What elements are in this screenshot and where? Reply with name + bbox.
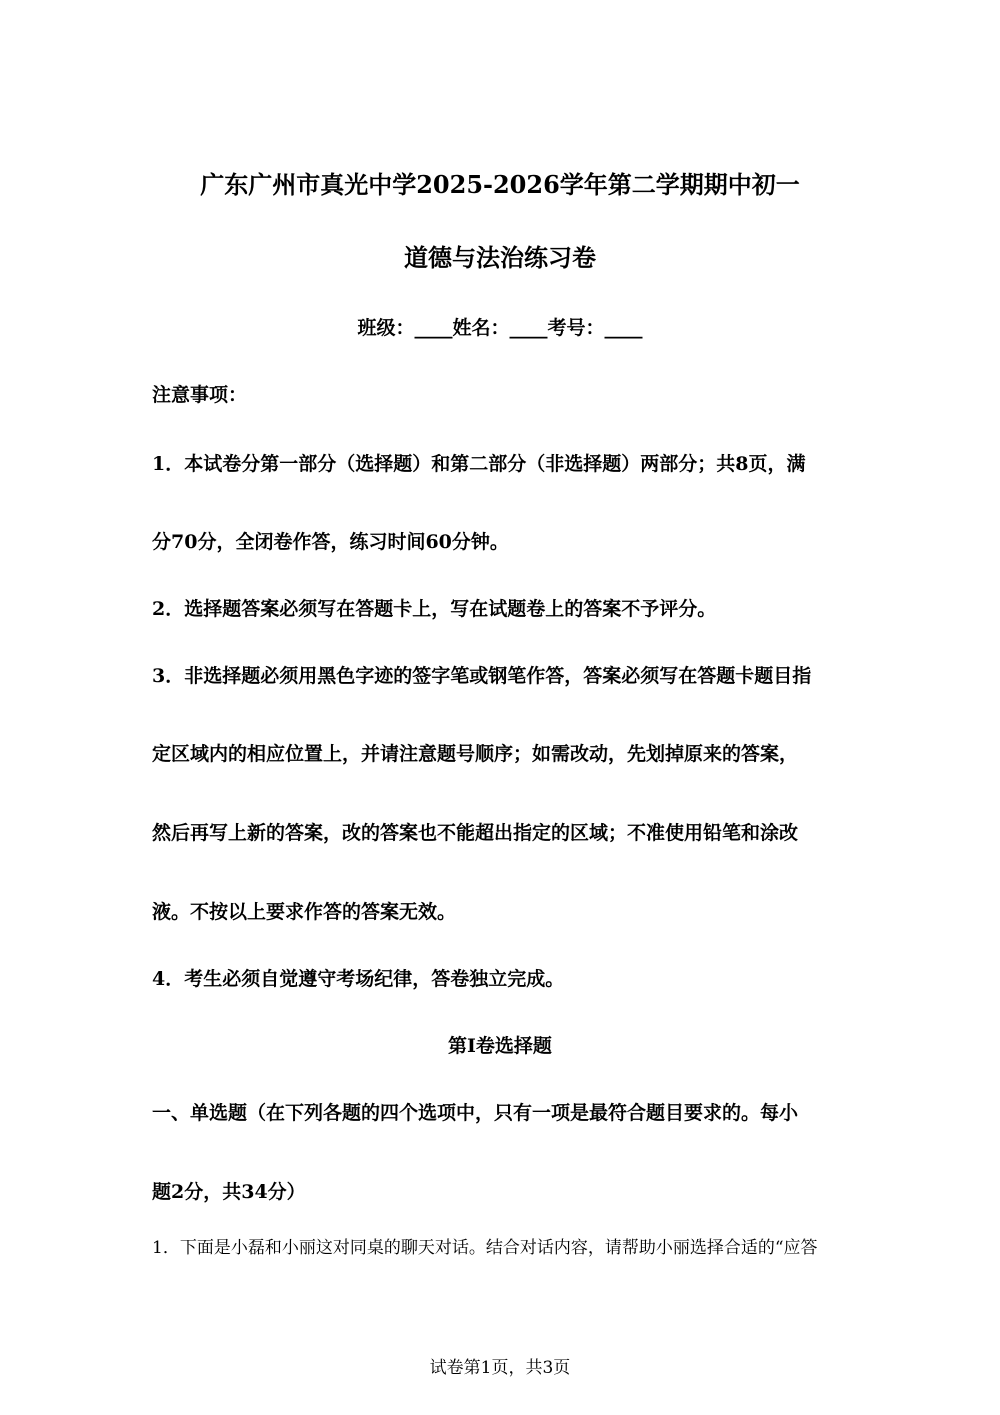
section-title: 第Ⅰ卷选择题 xyxy=(448,1035,552,1057)
student-info-fields: 班级：____姓名：____考号：____ xyxy=(357,317,643,339)
notice-item-4: 4．考生必须自觉遵守考场纪律，答卷独立完成。 xyxy=(152,968,565,990)
page-footer: 试卷第1页，共3页 xyxy=(429,1358,571,1378)
notice-item-3-line-1: 3．非选择题必须用黑色字迹的签字笔或钢笔作答，答案必须写在答题卡题目指 xyxy=(152,665,812,687)
part-one-heading-line-1: 一、单选题（在下列各题的四个选项中，只有一项是最符合题目要求的。每小 xyxy=(152,1102,799,1124)
part-one-heading-line-2: 题2分，共34分） xyxy=(152,1181,306,1203)
notice-heading: 注意事项： xyxy=(152,384,248,406)
exam-title-line-1: 广东广州市真光中学2025-2026学年第二学期期中初一 xyxy=(200,170,800,199)
notice-item-3-line-4: 液。不按以上要求作答的答案无效。 xyxy=(152,901,457,923)
question-1-text: 1．下面是小磊和小丽这对同桌的聊天对话。结合对话内容，请帮助小丽选择合适的“应答 xyxy=(152,1238,818,1258)
notice-item-3-line-3: 然后再写上新的答案，改的答案也不能超出指定的区域；不准使用铅笔和涂改 xyxy=(152,822,799,844)
notice-item-2: 2．选择题答案必须写在答题卡上，写在试题卷上的答案不予评分。 xyxy=(152,598,717,620)
exam-title-line-2: 道德与法治练习卷 xyxy=(404,243,596,272)
notice-item-1-line-2: 分70分，全闭卷作答，练习时间60分钟。 xyxy=(152,531,509,553)
notice-item-3-line-2: 定区域内的相应位置上，并请注意题号顺序；如需改动，先划掉原来的答案， xyxy=(152,743,799,765)
notice-item-1-line-1: 1．本试卷分第一部分（选择题）和第二部分（非选择题）两部分；共8页，满 xyxy=(152,453,806,475)
